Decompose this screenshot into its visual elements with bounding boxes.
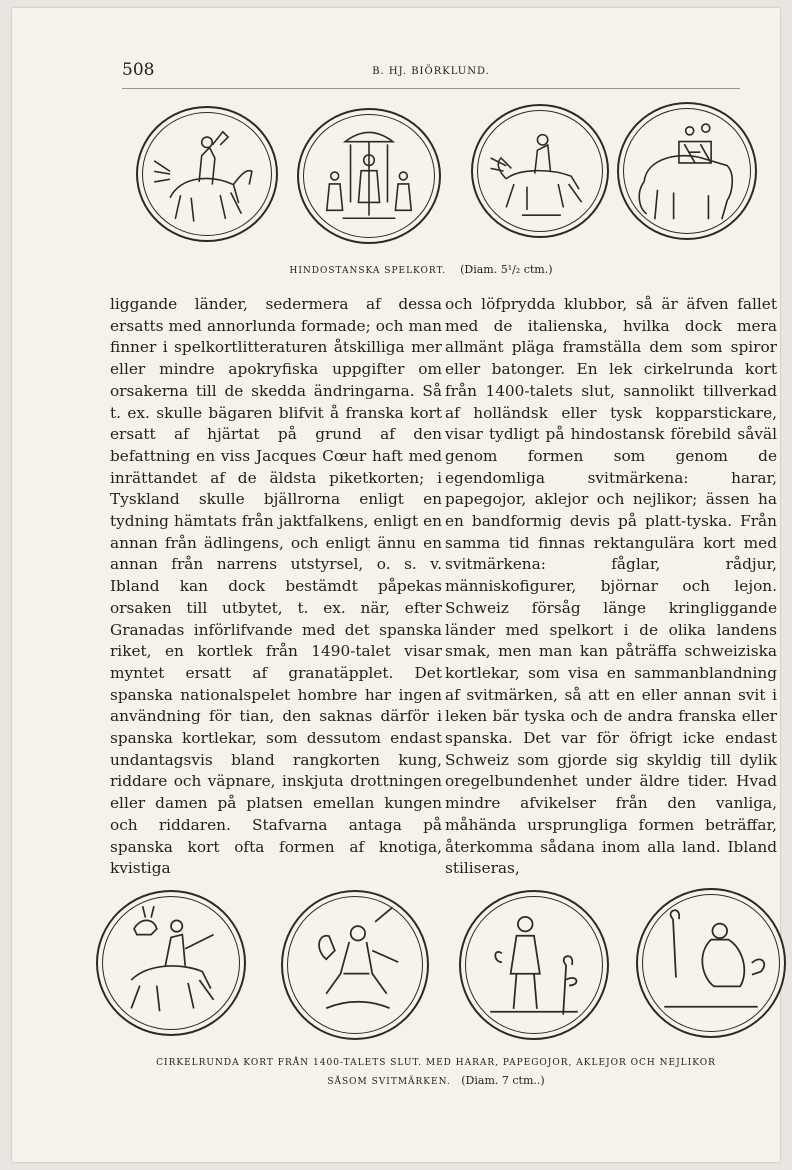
canopy-scene-engraving	[299, 110, 439, 242]
rider-with-falcon-engraving	[138, 108, 276, 240]
hindostani-card-rider-on-horse	[471, 104, 609, 238]
bottom-caption-dimension: (Diam. 7 ctm..)	[461, 1074, 545, 1087]
bottom-caption-line-1: CIRKELRUNDA KORT FRÅN 1400-TALETS SLUT. MED HARAR, PAPEGOJOR, AKLEJOR OCH NEJLIKOR	[156, 1058, 716, 1068]
round-card-figure-with-parrot	[281, 890, 429, 1040]
man-with-columbine-engraving	[461, 892, 607, 1038]
round-card-man-with-columbine	[459, 890, 609, 1040]
body-text-right-column: och löfprydda klubbor, så är äfven fallet med de italienska, hvilka dock mera allmänt pläga framställa dem som spiror eller batonger. En lek cirkelrunda kort från 1400-talets slut, sannolikt tillverkad af holländsk eller tysk kopparstickare, visar tydligt på hindostansk förebild såväl genom formen som genom de egendomliga svitmärkena: harar, papegojor, aklejor och nejlikor; ässen ha en bandformig devis på platt-tyska. Från samma tid finnas rektangulära kort med svitmärkena: fåglar, rådjur, människofigurer, björnar och lejon. Schweiz försåg länge kringliggande länder med spelkort i de olika landens smak, men man kan påträffa schweiziska kortlekar, som visa en sammanblandning af svitmärken, så att en eller annan svit i leken bär tyska och de andra franska eller spanska. Det var för öfrigt icke endast Schweiz som gjorde sig skyldig till dylik oregelbundenhet under äldre tider. Hvad mindre afvikelser från den vanliga, måhända ursprungliga formen beträffar, återkomma sådana inom alla land. Ibland stiliseras,	[445, 295, 777, 878]
horse-rider-engraving	[473, 106, 607, 236]
running-head: B. HJ. BIÖRKLUND.	[372, 66, 490, 77]
rider-with-hare-engraving	[98, 892, 244, 1034]
carnation-figure-engraving	[638, 890, 784, 1036]
hindostani-card-figures-under-canopy	[297, 108, 441, 244]
book-page	[12, 8, 780, 1162]
round-card-seated-figure-with-carnation	[636, 888, 786, 1038]
top-caption-dimension: (Diam. 5¹/₂ ctm.)	[460, 263, 553, 276]
page-number: 508	[122, 60, 155, 80]
top-caption-title: HINDOSTANSKA SPELKORT.	[289, 266, 447, 276]
bottom-caption-title: SÅSOM SVITMÄRKEN.	[327, 1077, 451, 1087]
hindostani-card-rider-with-falcon	[136, 106, 278, 242]
parrot-figure-engraving	[283, 892, 427, 1038]
body-text-left-column: liggande länder, sedermera af dessa ersatts med annorlunda formade; och man finner i spelkortlitteraturen åtskilliga mer eller mindre apokryfiska uppgifter om orsakerna till de skedda ändringarna. Så t. ex. skulle bägaren blifvit å franska kort ersatt af hjärtat på grund af den befattning en viss Jacques Cœur haft med inrättandet af de äldsta piketkorten; i Tyskland skulle bjällrorna enligt en tydning hämtats från jaktfalkens, enligt en annan från ädlingens, och enligt ännu en annan från narrens utstyrsel, o. s. v. Ibland kan dock bestämdt påpekas orsaken till utbytet, t. ex. när, efter Granadas införlifvande med det spanska riket, en kortlek från 1490-talet visar myntet ersatt af granatäpplet. Det spanska nationalspelet hombre har ingen användning för tian, den saknas därför i spanska kortlekar, som dessutom endast undantagsvis bland rangkorten kung, riddare och väpnare, inskjuta drottningen eller damen på platsen emellan kungen och riddaren. Stafvarna antaga på spanska kort ofta formen af knotiga, kvistiga	[110, 295, 442, 878]
round-card-rider-with-hare	[96, 890, 246, 1036]
bottom-figure-caption	[122, 1054, 750, 1091]
top-figure-caption	[102, 263, 740, 276]
hindostani-card-figures-on-elephant	[617, 102, 757, 240]
elephant-engraving	[619, 104, 755, 238]
page-header	[122, 58, 740, 89]
bottom-caption-line-2	[122, 1072, 750, 1091]
